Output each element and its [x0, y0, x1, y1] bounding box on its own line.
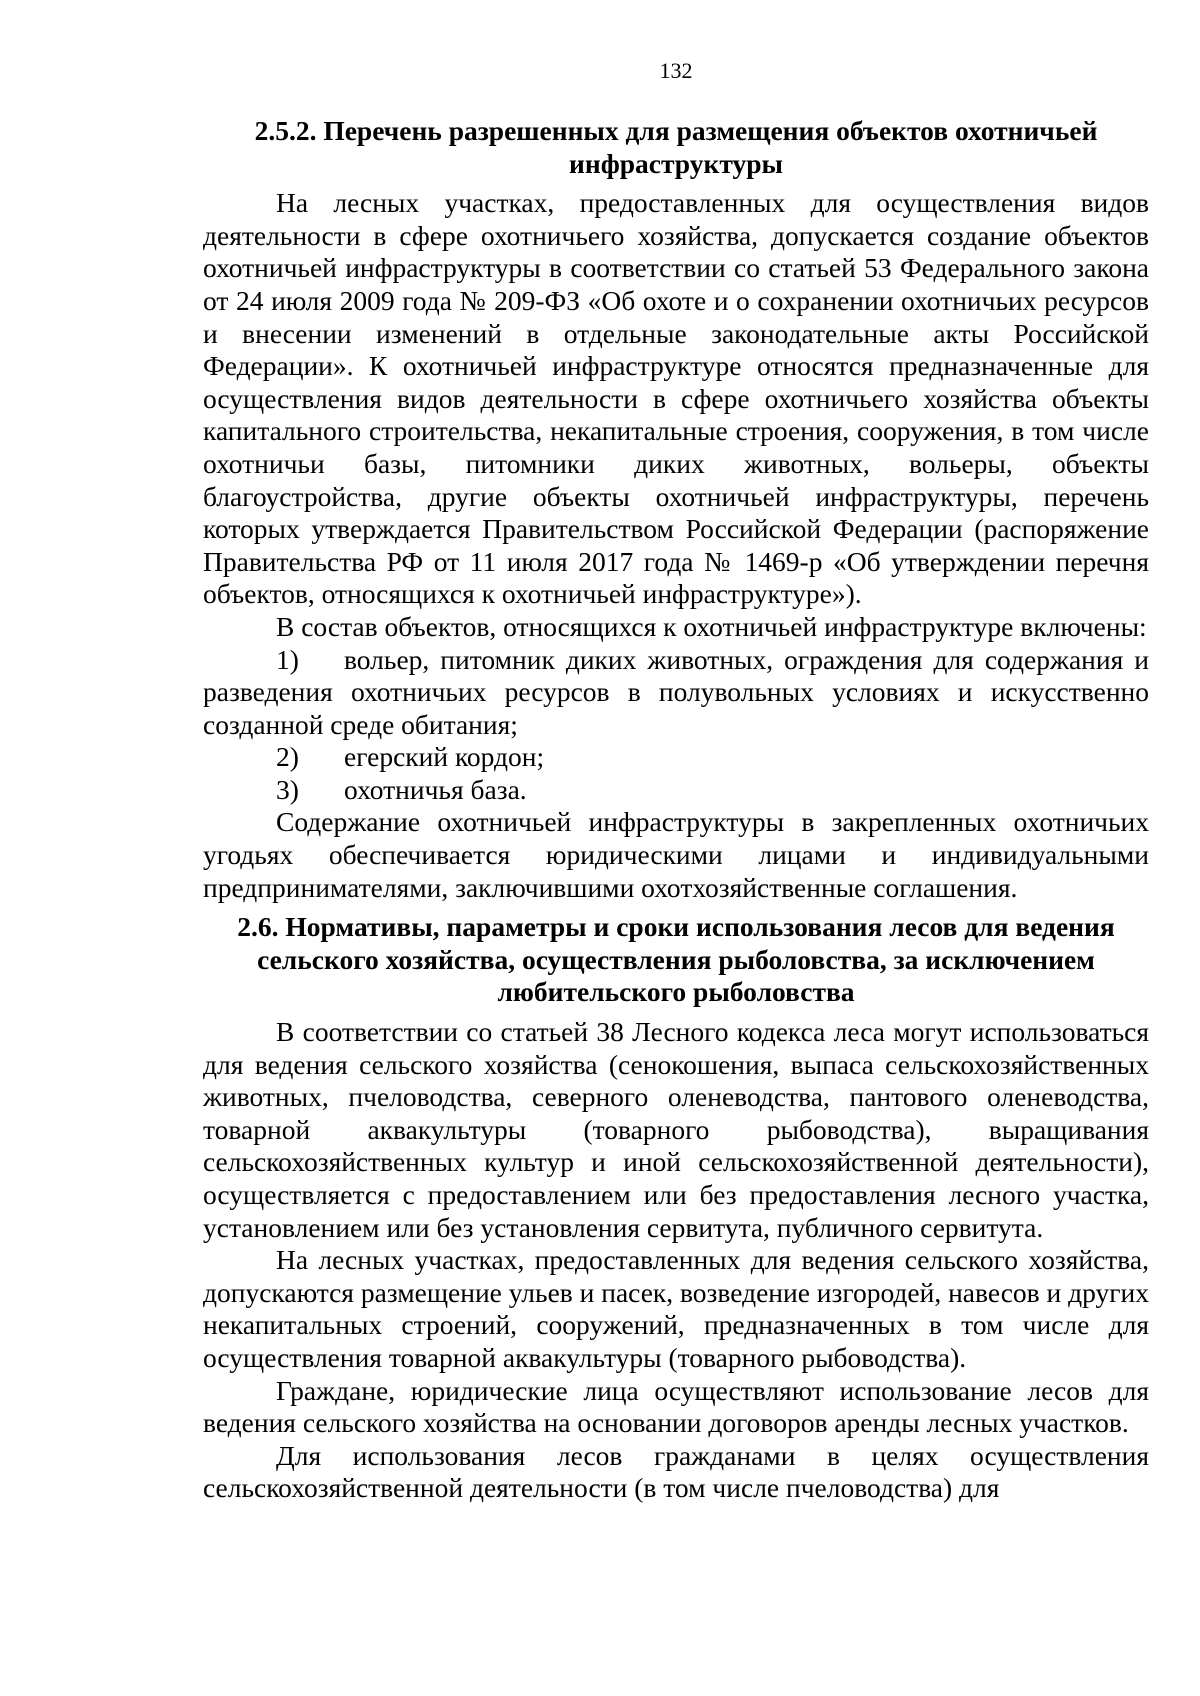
list-item-number: 1) [276, 643, 299, 675]
list-item [203, 644, 1149, 742]
section-heading-2-6: 2.6. Нормативы, параметры и сроки использования лесов для ведения сельского хозяйства, осуществления рыболовства, за исключением любительского рыболовства [237, 911, 1115, 1008]
page-content [203, 115, 1149, 1505]
list-item [203, 774, 1149, 807]
section-heading-2-5-2: 2.5.2. Перечень разрешенных для размещения объектов охотничьей инфраструктуры [254, 115, 1098, 179]
paragraph: В состав объектов, относящихся к охотничьей инфраструктуре включены: [276, 610, 1147, 642]
paragraph: Содержание охотничьей инфраструктуры в закрепленных охотничьих угодьях обеспечивается юридическими лицами и индивидуальными предпринимателями, заключившими охотхозяйственные соглашения. [203, 806, 1149, 903]
list-item-number: 3) [276, 773, 299, 805]
paragraph: На лесных участках, предоставленных для осуществления видов деятельности в сфере охотничьего хозяйства, допускается создание объектов охотничьей инфраструктуры в соответствии со статьей 53 Федерального закона от 24 июля 2009 года № 209-ФЗ «Об охоте и о сохранении охотничьих ресурсов и внесении изменений в отдельные законодательные акты Российской Федерации». К охотничьей инфраструктуре относятся предназначенные для осуществления видов деятельности в сфере охотничьего хозяйства объекты капитального строительства, некапитальные строения, сооружения, в том числе охотничьи базы, питомники диких животных, вольеры, объекты благоустройства, другие объекты охотничьей инфраструктуры, перечень которых утверждается Правительством Российской Федерации (распоряжение Правительства РФ от 11 июля 2017 года № 1469-р «Об утверждении перечня объектов, относящихся к охотничьей инфраструктуре»). [203, 187, 1149, 610]
list-item-number: 2) [276, 741, 299, 773]
paragraph: Для использования лесов гражданами в целях осуществления сельскохозяйственной деятельности (в том числе пчеловодства) для [203, 1439, 1149, 1504]
paragraph: На лесных участках, предоставленных для ведения сельского хозяйства, допускаются размещение ульев и пасек, возведение изгородей, навесов и других некапитальных строений, сооружений, предназначенных в том числе для осуществления товарной аквакультуры (товарного рыбоводства). [203, 1244, 1150, 1373]
page-number: 132 [659, 58, 693, 83]
paragraph: В соответствии со статьей 38 Лесного кодекса леса могут использоваться для ведения сельского хозяйства (сенокошения, выпаса сельскохозяйственных животных, пчеловодства, северного оленеводства, пантового оленеводства, товарной аквакультуры (товарного рыбоводства), выращивания сельскохозяйственных культур и иной сельскохозяйственной деятельности), осуществляется с предоставлением или без предоставления лесного участка, установлением или без установления сервитута, публичного сервитута. [203, 1016, 1149, 1243]
paragraph: Граждане, юридические лица осуществляют использование лесов для ведения сельского хозяйства на основании договоров аренды лесных участков. [203, 1374, 1149, 1439]
list-item-text: вольер, питомник диких животных, ограждения для содержания и разведения охотничьих ресурсов в полувольных условиях и искусственно созданной среде обитания; [203, 643, 1149, 740]
list-item-text: егерский кордон; [344, 741, 545, 773]
list-item-text: охотничья база. [344, 773, 527, 805]
list-item [203, 741, 1149, 774]
